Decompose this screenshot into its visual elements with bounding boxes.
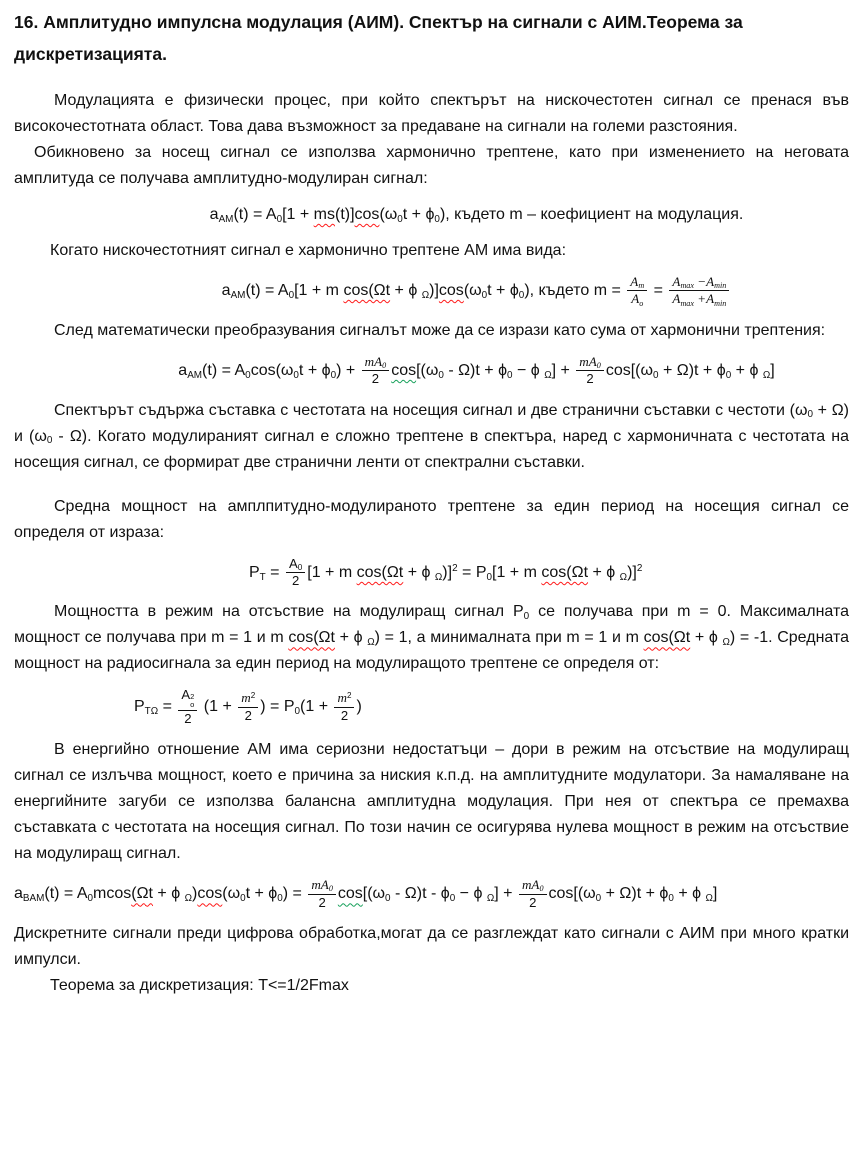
paragraph-power-modes: Мощността в режим на отсъствие на модулиращ сигнал $P_0$ се получава при m = 0. Максималната мощност се получава при m = 1 и m cos(Ωt + ϕ $_\Omega$) = 1, а минималната при m = 1 и m cos(Ωt + ϕ $_\Omega$) = -1. Средната мощност на радиосигнала за един период на модулиращото трептене се определя от:	[14, 603, 850, 673]
paragraph-average-power: Средна мощност на амплпитудно-модулираното трептене за един период на носещия сигнал се определя от израза:	[14, 497, 849, 541]
fraction: $\frac{mA_0}{2}$	[362, 354, 390, 388]
formula-am-harmonic: $a_{AM}(t) = A_0[1 + m$ cos(Ωt + ϕ $_\Omega)]\cos(\omega_0t + \phi_0)$, където m = $\frac{A_m}{A_o}$ = $\frac{A_{max} -A_{min}}{A_{max} +A_{min}}$	[14, 274, 849, 308]
fraction: $\frac{A_{max} -A_{min}}{A_{max} +A_{min}}$	[669, 274, 729, 308]
fraction: A 2 o 2	[178, 687, 197, 727]
fraction: $\frac{A_0}{2}$	[286, 556, 305, 590]
fraction: $\frac{m^2}{2}$	[334, 690, 354, 724]
paragraph-sum-of-harmonics: След математически преобразувания сигналът може да се изрази като сума от хармонични трептения:	[54, 321, 826, 339]
fraction: $\frac{mA_0}{2}$	[576, 354, 604, 388]
formula-am-expanded: $a_{AM}(t) = A_0\cos(\omega_0t + \phi_0)$ + $\frac{mA_0}{2}$ $\cos[(\omega_0 - \Omega)t + \phi_0 - \phi$ $_\Omega$] + $\frac{mA_0}{2}$ $\cos[(\omega_0 + \Omega)t + \phi_0 + \phi$ $_\Omega$]	[178, 353, 775, 387]
paragraph-carrier-signal: Обикновено за носещ сигнал се използва хармонично трептене, като при изменението на неговата амплитуда се получава амплитудно-модулиран сигнал:	[14, 144, 849, 187]
fraction: $\frac{m^2}{2}$	[238, 690, 258, 724]
formula-power-modulation-period: $P_{T\Omega}$ = A 2 o 2 (1 + $\frac{m^2}{2}$ ) = $P_0(1$ + $\frac{m^2}{2}$ )	[134, 687, 362, 726]
fraction: $\frac{A_m}{A_o}$	[627, 274, 647, 308]
paragraph-energy-drawbacks: В енергийно отношение АМ има сериозни недостатъци – дори в режим на отсъствие на модулиращ сигнал се излъчва мощност, което е причина за ниския к.п.д. на амплитудните модулатори. За намаляване на енергийните загуби се използва балансна амплитудна модулация. При нея от спектъра се премахва съставката с честотата на носещия сигнал. По този начин се осигурява нулева мощност в режим на отсъствие на модулиращ сигнал.	[14, 741, 849, 863]
formula-am-general: $a_{AM}(t) = A_0[1 + ms(t)]\cos(\omega_0t + \phi_0)$, където m – коефициент на модулация.	[209, 206, 744, 225]
formula-balanced-am: $a_{BAM}(t) = A_0mcos(\Omega t + \phi$ $_\Omega)\cos(\omega_0t + \phi_0)$ = $\frac{mA_0}{2}$ $\cos[(\omega_0 - \Omega)t - \phi_0 - \phi$ $_\Omega$] + $\frac{mA_0}{2}$ $\cos[(\omega_0 + \Omega)t + \phi_0 + \phi$ $_\Omega$]	[14, 877, 718, 910]
paragraph-spectrum: Спектърът съдържа съставка с честотата на носещия сигнал и две странични съставки с честоти $(\omega_0 + \Omega)$ и $(\omega_0 - \Omega)$. Когато модулираният сигнал е сложно трептене в спектъра, наред с хармоничната с честотата на носещия сигнал, се формират две странични ленти от спектрални съставки.	[14, 401, 850, 471]
formula-power-carrier-period: $P_T$ = $\frac{A_0}{2}$ [1 + m cos(Ωt + ϕ $_\Omega)]^2 = P_0[1 + m$ cos(Ωt + ϕ $_\Omega$)]$^2$	[249, 555, 643, 589]
fraction: $\frac{mA_0}{2}$	[308, 877, 336, 911]
paragraph-harmonic-case: Когато нискочестотният сигнал е хармонично трептене АМ има вида:	[50, 242, 567, 259]
paragraph-discrete-signals: Дискретните сигнали преди цифрова обработка,могат да се разглеждат като сигнали с АИМ при много кратки импулси.	[14, 925, 849, 968]
paragraph-sampling-theorem: Теорема за дискретизация: T<=1/2Fmax	[50, 977, 349, 994]
fraction: $\frac{mA_0}{2}$	[519, 877, 547, 911]
sub-sup-stack: 2 o	[190, 692, 195, 710]
document-title: 16. Амплитудно импулсна модулация (АИМ). Спектър на сигнали с АИМ.Теорема за дискретизацията.	[14, 12, 743, 64]
paragraph-modulation-intro: Модулацията е физически процес, при който спектърът на нискочестотен сигнал се пренася във високочестотната област. Това дава възможност за предаване на сигнали на големи разстояния.	[14, 92, 849, 135]
